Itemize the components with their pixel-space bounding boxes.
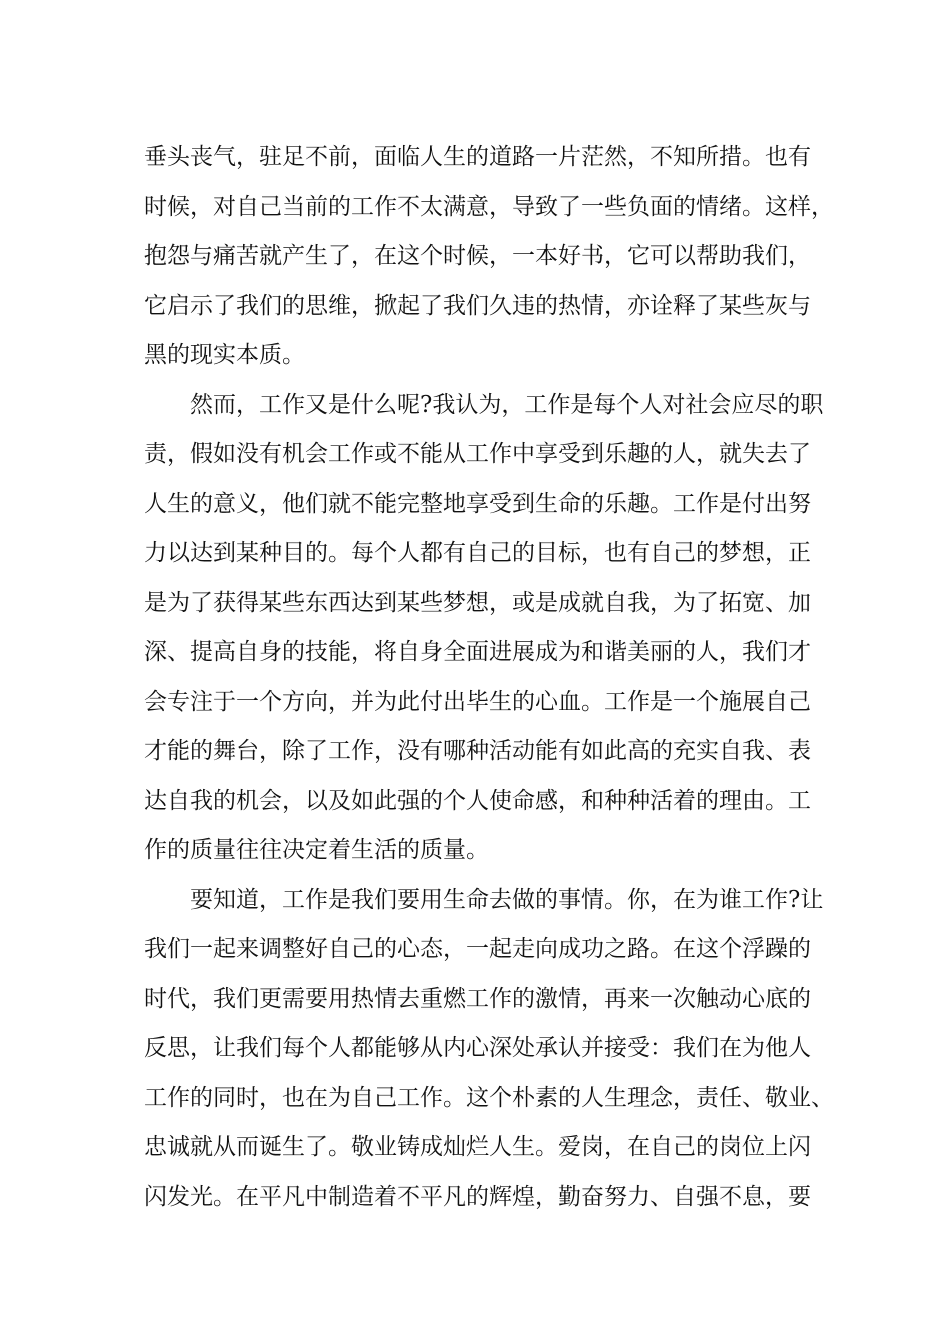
paragraph-first-line: 要知道，工作是我们要用生命去做的事情。你，在为谁工作?让: [190, 886, 824, 913]
text-line: 时候，对自己当前的工作不太满意，导致了一些负面的情绪。这样，: [144, 193, 834, 220]
text-line: 忠诚就从而诞生了。敬业铸成灿烂人生。爱岗，在自己的岗位上闪: [144, 1134, 811, 1160]
text-line: 它启示了我们的思维，掀起了我们久违的热情，亦诠释了某些灰与: [144, 292, 811, 319]
text-line: 时代，我们更需要用热情去重燃工作的激情，再来一次触动心底的: [144, 985, 811, 1012]
text-line: 工作的同时，也在为自己工作。这个朴素的人生理念，责任、敬业、: [144, 1084, 834, 1111]
text-line: 我们一起来调整好自己的心态，一起走向成功之路。在这个浮躁的: [144, 936, 811, 962]
text-line: 达自我的机会，以及如此强的个人使命感，和种种活着的理由。工: [144, 787, 811, 814]
text-line: 责，假如没有机会工作或不能从工作中享受到乐趣的人，就失去了: [144, 441, 811, 467]
text-line: 作的质量往往决定着生活的质量。: [144, 837, 489, 863]
text-line: 反思，让我们每个人都能够从内心深处承认并接受：我们在为他人: [144, 1035, 811, 1061]
document-body: [144, 133, 834, 1222]
text-line: 抱怨与痛苦就产生了，在这个时候，一本好书，它可以帮助我们，: [144, 243, 811, 269]
text-line: 黑的现实本质。: [144, 342, 305, 368]
text-line: 垂头丧气，驻足不前，面临人生的道路一片茫然，不知所措。也有: [144, 144, 811, 170]
text-line: 人生的意义，他们就不能完整地享受到生命的乐趣。工作是付出努: [144, 490, 811, 517]
paragraph-first-line: 然而，工作又是什么呢?我认为，工作是每个人对社会应尽的职: [190, 391, 824, 418]
text-line: 会专注于一个方向，并为此付出毕生的心血。工作是一个施展自己: [144, 688, 811, 715]
text-line: 是为了获得某些东西达到某些梦想，或是成就自我，为了拓宽、加: [144, 589, 811, 616]
text-line: 力以达到某种目的。每个人都有自己的目标，也有自己的梦想，正: [144, 540, 811, 566]
text-line: 深、提高自身的技能，将自身全面进展成为和谐美丽的人，我们才: [144, 639, 811, 665]
text-line: 闪发光。在平凡中制造着不平凡的辉煌，勤奋努力、自强不息，要: [144, 1183, 811, 1210]
text-line: 才能的舞台，除了工作，没有哪种活动能有如此高的充实自我、表: [144, 738, 811, 764]
